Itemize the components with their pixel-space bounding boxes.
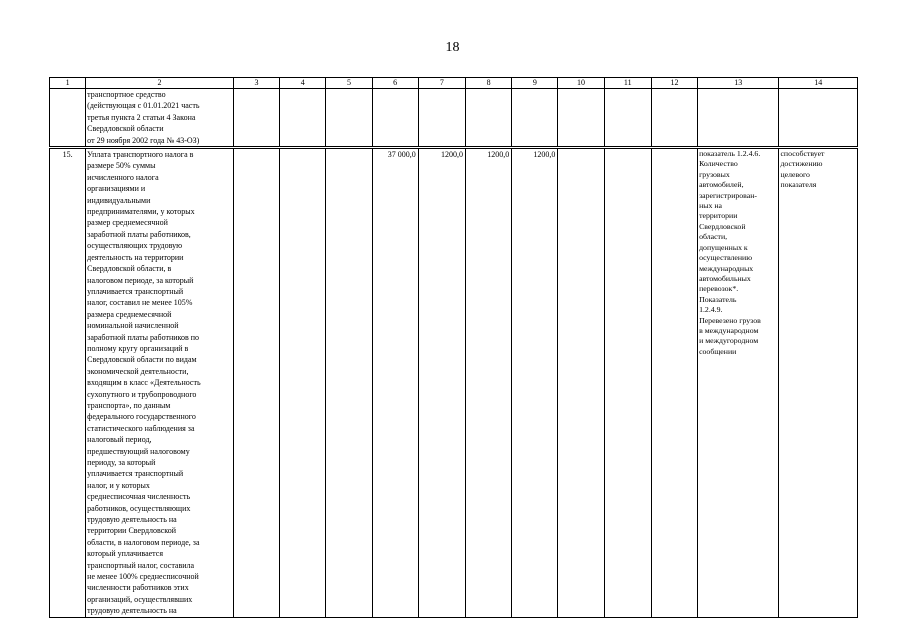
amount-cell: 1200,0	[512, 148, 558, 618]
column-header: 3	[233, 78, 279, 89]
column-header: 14	[779, 78, 858, 89]
column-header: 10	[558, 78, 604, 89]
column-header: 9	[512, 78, 558, 89]
table-cell	[372, 89, 418, 148]
column-header: 11	[604, 78, 651, 89]
table-cell	[604, 148, 651, 618]
target-effect-cell	[779, 89, 858, 148]
page-number: 18	[445, 40, 460, 55]
table-cell	[280, 148, 326, 618]
row-number-cell: 15.	[50, 148, 86, 618]
column-header: 5	[326, 78, 372, 89]
table-cell	[465, 89, 511, 148]
amount-cell: 1200,0	[465, 148, 511, 618]
column-header: 6	[372, 78, 418, 89]
table-cell	[651, 89, 697, 148]
table-cell	[418, 89, 465, 148]
row-number-cell	[50, 89, 86, 148]
column-header: 12	[651, 78, 697, 89]
column-header: 13	[698, 78, 779, 89]
table-cell	[280, 89, 326, 148]
table-cell	[326, 89, 372, 148]
table-row	[50, 148, 858, 618]
column-header: 7	[418, 78, 465, 89]
amount-cell: 37 000,0	[372, 148, 418, 618]
column-header: 8	[465, 78, 511, 89]
table-cell	[651, 148, 697, 618]
table-cell	[604, 89, 651, 148]
measure-description-cell: транспортное средство (действующая с 01.01.2021 часть третья пункта 2 статьи 4 Закона Свердловской области от 29 ноября 2002 года № 43-ОЗ)	[86, 89, 234, 148]
amount-cell: 1200,0	[418, 148, 465, 618]
measure-description-cell: Уплата транспортного налога в размере 50% суммы исчисленного налога организациями и индивидуальными предпринимателями, у которых размер среднемесячной заработной платы работников, осуществляющих трудовую деятельность на территории Свердловской области, в налоговом периоде, за который уплачивается транспортный налог, составил не менее 105% размера среднемесячной номинальной начисленной заработной платы работников по полному кругу организаций в Свердловской области по видам экономической деятельности, входящим в класс «Деятельность сухопутного и трубопроводного транспорта», по данным федерального государственного статистического наблюдения за налоговый период, предшествующий налоговому периоду, за который уплачивается транспортный налог, и у которых среднесписочная численность работников, осуществляющих трудовую деятельность на территории Свердловской области, в налоговом периоде, за который уплачивается транспортный налог, составила не менее 100% среднесписочной численности работников этих организаций, осуществлявших трудовую деятельность на	[86, 148, 234, 618]
indicator-cell: показатель 1.2.4.6. Количество грузовых автомобилей, зарегистрирован- ных на территории Свердловской области, допущенных к осуществлению международных автомобильных перевозок*. Показатель 1.2.4.9. Перевезено грузов в международном и междугородном сообщении	[698, 148, 779, 618]
column-header: 2	[86, 78, 234, 89]
table-cell	[233, 148, 279, 618]
table-cell	[558, 148, 604, 618]
table-cell	[326, 148, 372, 618]
column-header: 4	[280, 78, 326, 89]
table-row	[50, 89, 858, 148]
table-cell	[558, 89, 604, 148]
table-cell	[512, 89, 558, 148]
target-effect-cell: способствует достижению целевого показателя	[779, 148, 858, 618]
budget-table	[49, 77, 858, 618]
column-header: 1	[50, 78, 86, 89]
indicator-cell	[698, 89, 779, 148]
table-cell	[233, 89, 279, 148]
column-number-row	[50, 78, 858, 89]
